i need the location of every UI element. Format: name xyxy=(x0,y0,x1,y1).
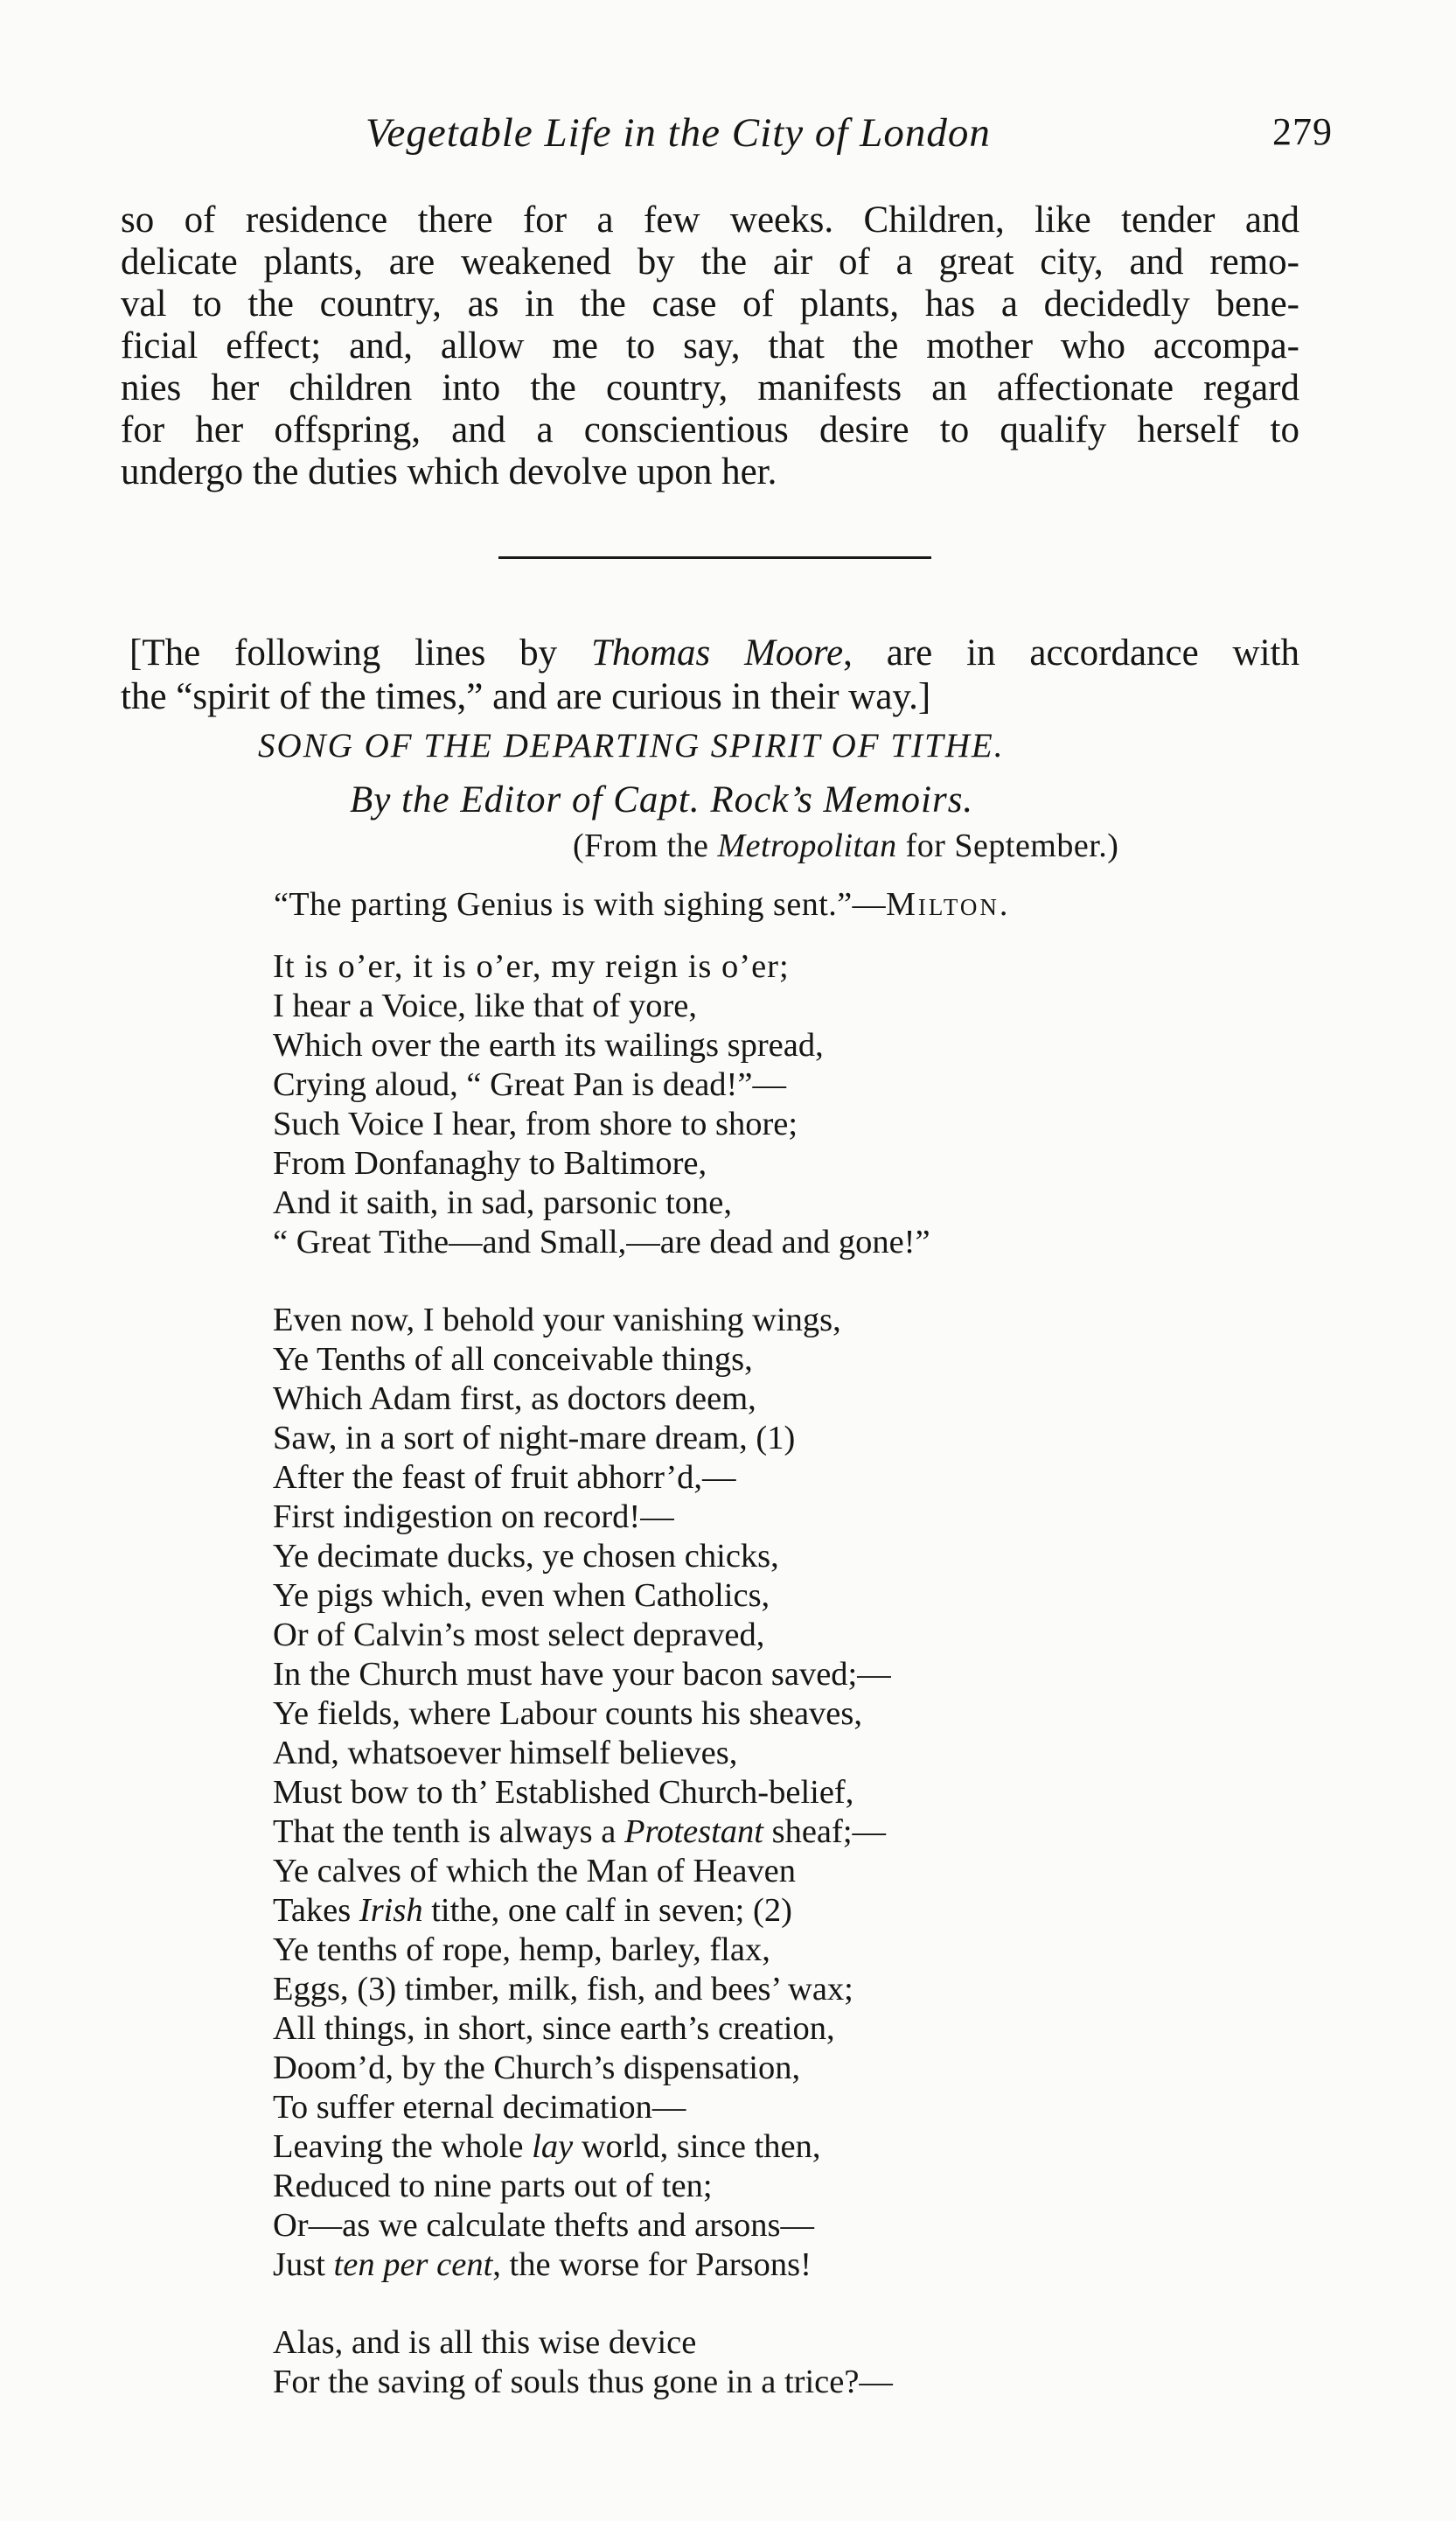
editorial-intro xyxy=(121,632,1299,719)
prose-line: for her offspring, and a conscientious desire to qualify herself to xyxy=(121,409,1299,450)
stanza-1 xyxy=(273,947,1322,1262)
poem-text: That the tenth is always a xyxy=(273,1813,624,1850)
poem-line: And, whatsoever himself believes, xyxy=(273,1735,738,1771)
poem-line: Or of Calvin’s most select depraved, xyxy=(273,1617,765,1653)
poem-line xyxy=(273,2245,1322,2285)
poem-line: To suffer eternal decimation— xyxy=(273,2089,686,2126)
song-source xyxy=(573,827,1118,865)
author-name: Thomas Moore xyxy=(591,632,844,674)
poem-line: Ye calves of which the Man of Heaven xyxy=(273,1853,797,1889)
epigraph xyxy=(274,885,1010,924)
prose-paragraph xyxy=(121,199,1299,493)
poem-line: Which Adam first, as doctors deem, xyxy=(273,1380,756,1417)
intro-text: [The following lines by xyxy=(129,632,592,674)
poem-line: “ Great Tithe—and Small,—are dead and gone!” xyxy=(273,1224,930,1260)
poem-text: tithe, one calf in seven; (2) xyxy=(422,1892,792,1929)
section-divider xyxy=(498,556,931,559)
song-title: SONG OF THE DEPARTING SPIRIT OF TITHE. xyxy=(258,727,1005,765)
prose-line: ficial effect; and, allow me to say, that the mother who accompa- xyxy=(121,325,1299,367)
stanza-3 xyxy=(273,2323,1322,2402)
poem-line: Ye fields, where Labour counts his sheaves, xyxy=(273,1695,862,1732)
poem-line xyxy=(273,1812,1322,1852)
stanza-2 xyxy=(273,1301,1322,2285)
poem-line: Ye pigs which, even when Catholics, xyxy=(273,1577,770,1614)
poem-text: , the worse for Parsons! xyxy=(492,2246,812,2283)
poem-text: world, since then, xyxy=(573,2128,821,2165)
poem-line: Alas, and is all this wise device xyxy=(273,2324,697,2361)
poem-line: Or—as we calculate thefts and arsons— xyxy=(273,2207,814,2244)
poem-line: I hear a Voice, like that of yore, xyxy=(273,988,697,1024)
emphasis-word: lay xyxy=(532,2128,574,2165)
poem-text: Takes xyxy=(273,1892,359,1929)
poem-line: In the Church must have your bacon saved;— xyxy=(273,1656,891,1693)
prose-line: undergo the duties which devolve upon her. xyxy=(121,451,777,492)
poem-line: Reduced to nine parts out of ten; xyxy=(273,2168,713,2204)
poem xyxy=(273,947,1322,2441)
poem-text: Leaving the whole xyxy=(273,2128,533,2165)
intro-text: , are in accordance with xyxy=(843,632,1300,674)
poem-line: After the feast of fruit abhorr’d,— xyxy=(273,1459,736,1496)
song-byline: By the Editor of Capt. Rock’s Memoirs. xyxy=(350,779,974,821)
running-head-title: Vegetable Life in the City of London xyxy=(366,110,991,156)
poem-line: Eggs, (3) timber, milk, fish, and bees’ wax; xyxy=(273,1971,853,2008)
prose-line: delicate plants, are weakened by the air of a great city, and remo- xyxy=(121,241,1299,283)
poem-line: First indigestion on record!— xyxy=(273,1498,674,1535)
poem-line: Even now, I behold your vanishing wings, xyxy=(273,1302,841,1338)
poem-line xyxy=(273,1891,1322,1931)
poem-line: And it saith, in sad, parsonic tone, xyxy=(273,1184,733,1221)
prose-line: so of residence there for a few weeks. Children, like tender and xyxy=(121,199,1299,241)
intro-line xyxy=(121,632,1299,675)
prose-line: nies her children into the country, manifests an affectionate regard xyxy=(121,367,1299,409)
poem-line: Ye decimate ducks, ye chosen chicks, xyxy=(273,1538,779,1575)
epigraph-author: Milton. xyxy=(886,886,1011,923)
poem-line: Crying aloud, “ Great Pan is dead!”— xyxy=(273,1066,786,1103)
source-text: (From the xyxy=(573,828,718,864)
poem-line: Such Voice I hear, from shore to shore; xyxy=(273,1106,798,1142)
poem-line: Ye tenths of rope, hemp, barley, flax, xyxy=(273,1931,770,1968)
poem-line: All things, in short, since earth’s creation, xyxy=(273,2010,835,2047)
emphasis-word: ten per cent xyxy=(333,2246,493,2283)
emphasis-word: Protestant xyxy=(624,1813,763,1850)
poem-line: For the saving of souls thus gone in a trice?— xyxy=(273,2364,893,2400)
emphasis-word: Irish xyxy=(359,1892,423,1929)
poem-line: It is o’er, it is o’er, my reign is o’er; xyxy=(273,948,790,985)
poem-line: Saw, in a sort of night-mare dream, (1) xyxy=(273,1420,796,1456)
running-head xyxy=(0,109,1456,162)
page-number: 279 xyxy=(1272,110,1333,153)
poem-line: Doom’d, by the Church’s dispensation, xyxy=(273,2050,801,2086)
poem-line: Must bow to th’ Established Church-belief, xyxy=(273,1774,854,1811)
source-text: for September.) xyxy=(896,828,1119,864)
epigraph-quote: “The parting Genius is with sighing sent.”— xyxy=(274,886,887,923)
poem-text: sheaf;— xyxy=(763,1813,887,1850)
poem-line: Which over the earth its wailings spread, xyxy=(273,1027,824,1064)
source-journal: Metropolitan xyxy=(717,828,897,864)
poem-line xyxy=(273,2127,1322,2167)
poem-text: Just xyxy=(273,2246,334,2283)
prose-line: val to the country, as in the case of plants, has a decidedly bene- xyxy=(121,283,1299,325)
poem-line: From Donfanaghy to Baltimore, xyxy=(273,1145,707,1182)
intro-line: the “spirit of the times,” and are curious in their way.] xyxy=(121,676,931,717)
poem-line: Ye Tenths of all conceivable things, xyxy=(273,1341,753,1378)
